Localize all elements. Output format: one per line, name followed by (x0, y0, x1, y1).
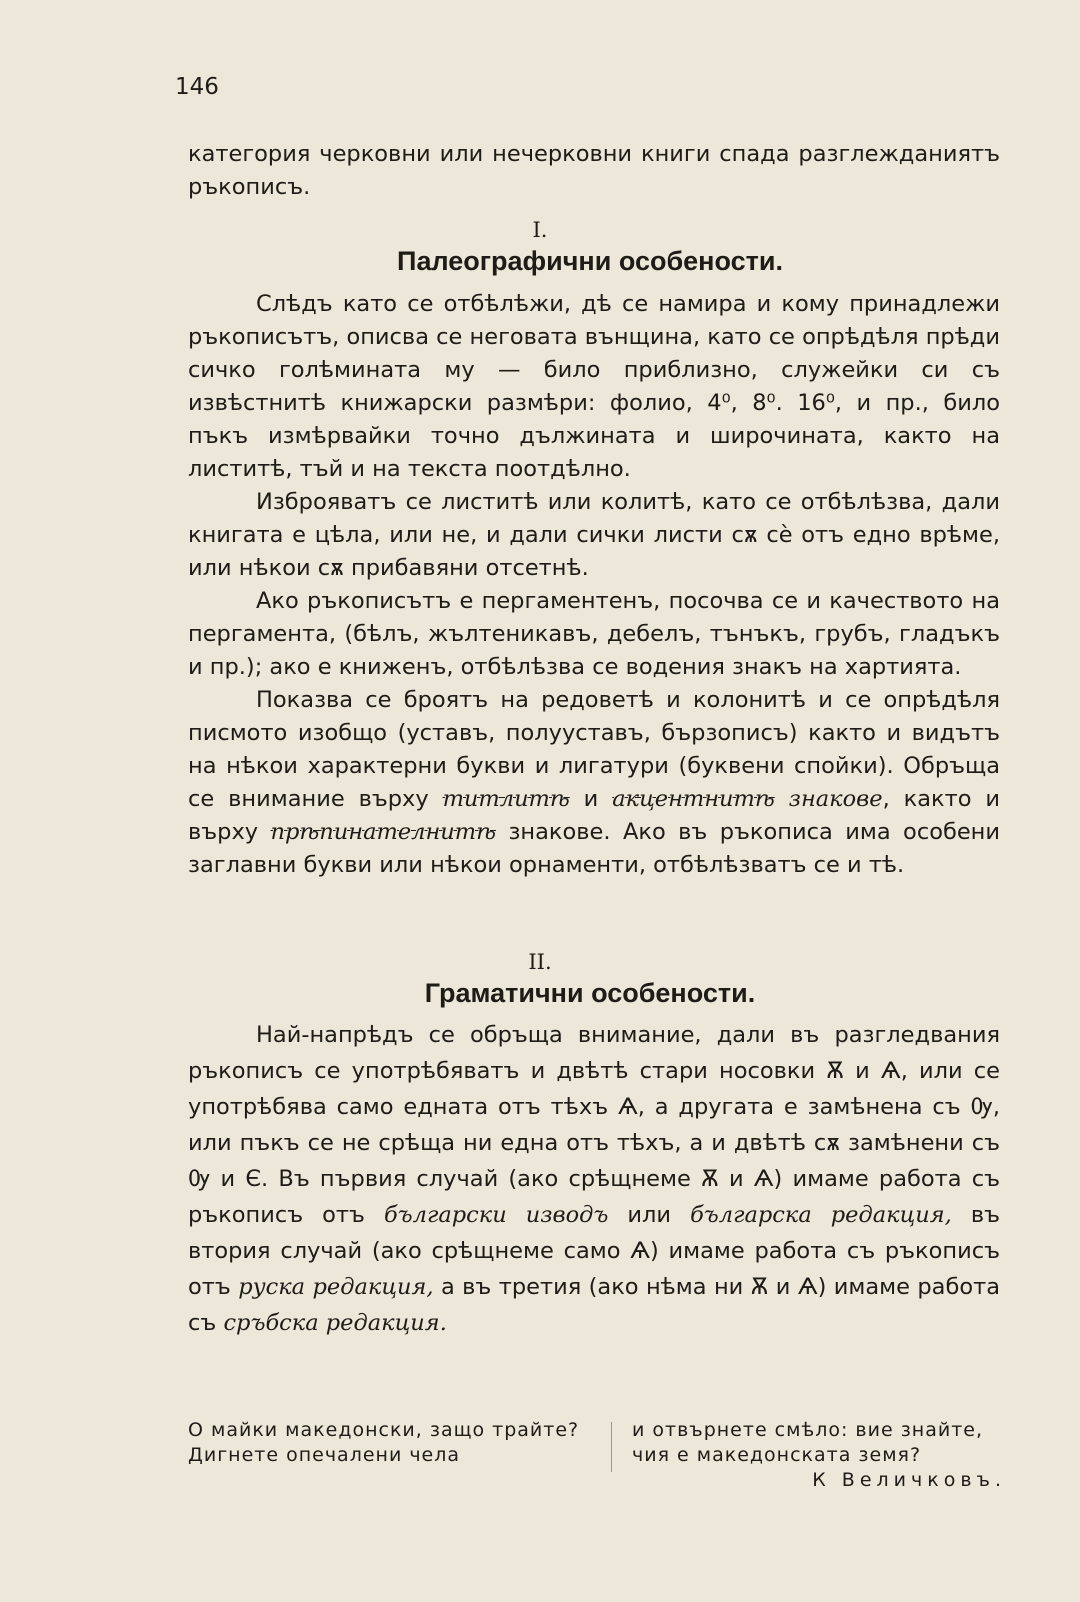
paragraph: Слѣдъ като се отбѣлѣжи, дѣ се намира и кому принадлежи ръкописътъ, описва се неговата вънщина, като се опрѣдѣля прѣди сичко голѣмината му — било приблизно, служейки си съ извѣстнитѣ книжарски размѣри: фолио, 4⁰, 8⁰. 16⁰, и пр., било пъкъ измѣрвайки точно дължината и широчината, както на листитѣ, тъй и на текста поотдѣлно. (188, 291, 1000, 482)
poem-right-column (632, 1418, 1006, 1493)
intro-paragraph: категория черковни или нечерковни книги спада разглежданиятъ ръкописъ. (188, 141, 1000, 200)
intro-paragraph-block (188, 138, 1000, 204)
section-2-number: II. (528, 950, 552, 974)
section-1-number: I. (532, 218, 548, 242)
paragraph: Ако ръкописътъ е пергаментенъ, посочва се и качеството на пергамента, (бѣлъ, жълтеникавъ, дебелъ, тънъкъ, грубъ, гладъкъ и пр.); ако е книженъ, отбѣлѣзва се водения знакъ на хартията. (188, 588, 1000, 680)
paragraph: Изброяватъ се листитѣ или колитѣ, като се отбѣлѣзва, дали книгата е цѣла, или не, и дали сички листи сѫ сѐ отъ едно врѣме, или нѣкои сѫ прибавяни отсетнѣ. (188, 489, 1000, 581)
paragraph (188, 1017, 1000, 1341)
poem-line: чия е македонската земя? (632, 1444, 922, 1466)
term-bulgarska-redakcia: българска редакция, (690, 1202, 952, 1228)
term-titli: титлитѣ (442, 786, 570, 812)
term-ruska-redakcia: руска редакция, (238, 1274, 434, 1300)
text-run: въ втория случай (ако срѣщнеме само Ѧ) имаме работа съ ръкописъ отъ (188, 1202, 1001, 1300)
text-run: а въ третия (ако нѣма ни Ѫ и Ѧ) имаме работа съ (188, 1274, 1000, 1336)
text-run: Показва се броятъ на редоветѣ и колонитѣ и се опрѣдѣля писмото изобщо (уставъ, полууставъ, бързописъ) както и видътъ на нѣкои характерни букви и лигатури (буквени спойки). Обръща се внимание върху (188, 687, 1000, 812)
poem-line: Дигнете опечалени чела (188, 1444, 461, 1466)
text-run: или (627, 1202, 672, 1228)
poem-left-column (188, 1418, 579, 1468)
text-run: и (583, 786, 599, 812)
section-2-heading: Граматични особености. (424, 978, 756, 1008)
section-1-body (188, 288, 1000, 882)
poem-divider (611, 1422, 612, 1472)
term-prepinatelni: прѣпинателнитѣ (270, 819, 496, 845)
text-run: , както и върху (188, 786, 1001, 845)
section-2-body (188, 1017, 1000, 1341)
term-akcentni: акцентнитѣ (612, 786, 775, 812)
term-srubska-redakcia: сръбска редакция. (223, 1310, 447, 1336)
section-1-heading: Палеографични особености. (397, 246, 783, 276)
poem-line: О майки македонски, защо трайте? (188, 1419, 580, 1441)
text-run: Най-напрѣдъ се обръща внимание, дали въ разгледвания ръкописъ се употрѣбяватъ и двѣтѣ стари носовки Ѫ и Ѧ, или се употрѣбява само едната отъ тѣхъ Ѧ, а другата е замѣнена съ Ѹ, или пъкъ се не срѣща ни една отъ тѣхъ, а и двѣтѣ сѫ замѣнени съ Ѹ и Є. Въ първия случай (ако срѣщнеме Ѫ и Ѧ) имаме работа съ ръкописъ отъ (188, 1022, 1000, 1228)
term-znakove: знакове (788, 786, 883, 812)
page-number: 146 (175, 74, 219, 100)
poem-author: К Величковъ. (812, 1469, 1006, 1491)
term-bulgarski-izvod: български изводъ (383, 1202, 609, 1228)
paragraph (188, 684, 1000, 882)
poem-line: и отвърнете смѣло: вие знайте, (632, 1419, 984, 1441)
text-run: знакове. Ако въ ръкописа има особени заглавни букви или нѣкои орнаменти, отбѣлѣзватъ се и тѣ. (188, 819, 1001, 878)
